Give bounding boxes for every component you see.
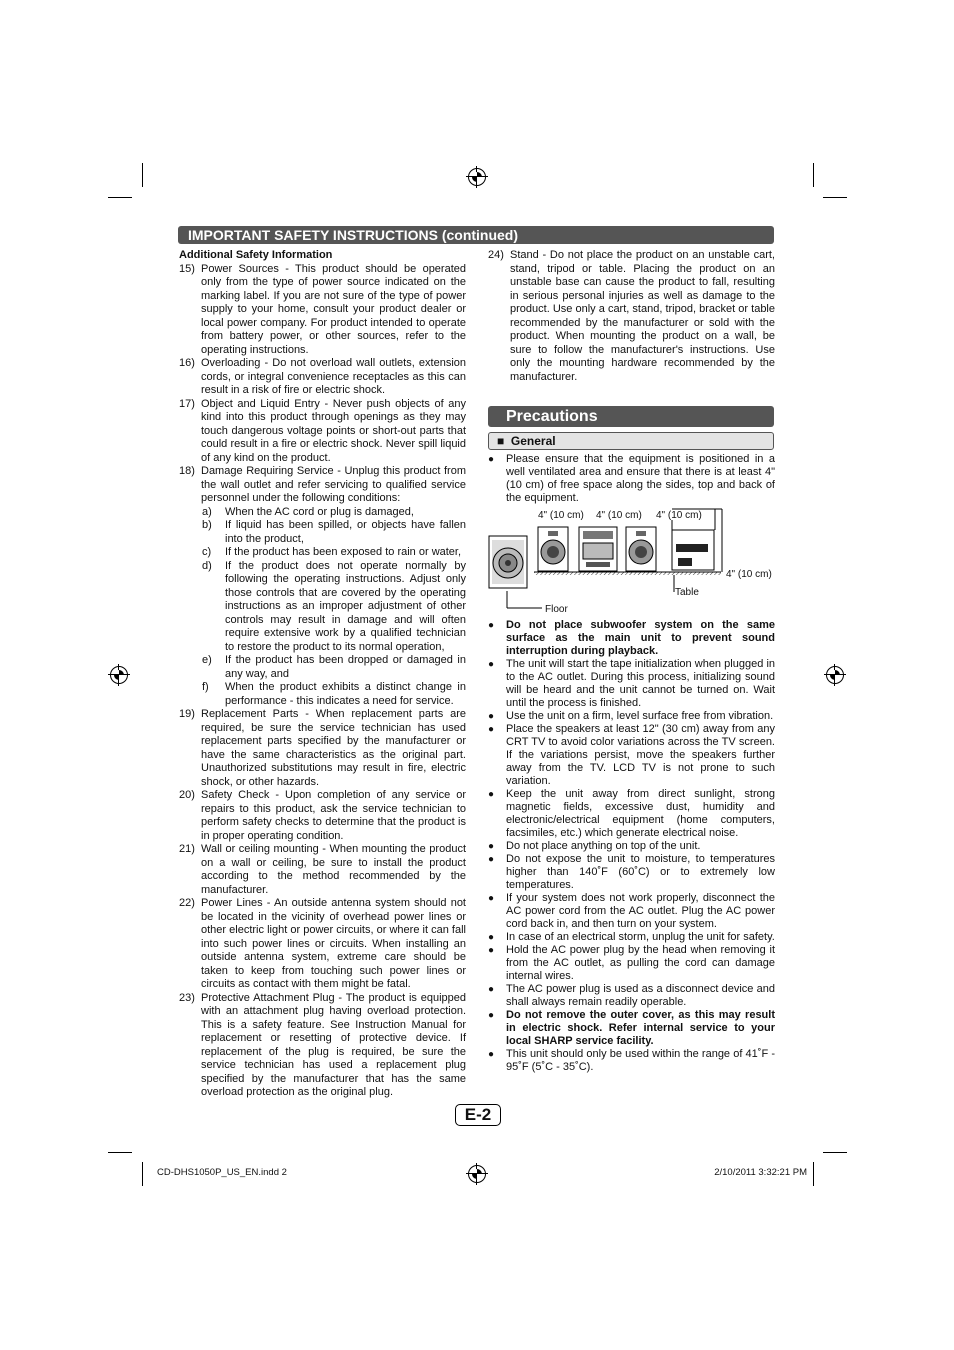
page-number: E-2 xyxy=(455,1104,501,1126)
precaution-item: ● In case of an electrical storm, unplug the unit for safety. xyxy=(488,931,775,943)
square-bullet-icon: ■ xyxy=(497,434,511,448)
speaker-icon xyxy=(538,527,568,571)
crop-mark xyxy=(823,1152,847,1153)
precaution-item: ● Place the speakers at least 12" (30 cm) away from any CRT TV to avoid color variations across the TV screen. If the variations persist, move the speakers further away from the TV. LCD TV is not prone to such variation. xyxy=(488,723,775,787)
crop-mark xyxy=(823,197,847,198)
precaution-item: ● Use the unit on a firm, level surface free from vibration. xyxy=(488,710,774,722)
precaution-item: ● This unit should only be used within the range of 41˚F - 95˚F (5˚C - 35˚C). xyxy=(488,1048,775,1073)
subheading: Additional Safety Information xyxy=(179,249,333,261)
precaution-item: ● Keep the unit away from direct sunlight, strong magnetic fields, excessive dust, humidity and electronic/electrical equipment (home computers, facsimiles, etc.) which generate electrical noise. xyxy=(488,788,775,839)
sub-item: f) When the product exhibits a distinct change in performance - this indicates a need for service. xyxy=(202,681,466,707)
list-item: 24) Stand - Do not place the product on an unstable cart, stand, tripod or table. Placing the product on an unstable base can cause the product to fall, resulting in serious personal injuries as well as damage to the product. Use only a cart, stand, tripod, bracket or table recommended by the manufacturer or sold with the product. When mounting the product on a wall, be sure to follow the manufacturer's instructions. Use only the mounting hardware recommended by the manufacturer. xyxy=(488,249,775,383)
clearance-label: 4" (10 cm) xyxy=(596,510,642,521)
list-item: 19) Replacement Parts - When replacement parts are required, be sure the service technician has used replacement parts specified by the manufacturer or have the same characteristics as the original part. Unauthorized substitutions may result in fire, electric shock, or other hazards. xyxy=(179,708,466,788)
sub-item: d) If the product does not operate normally by following the operating instructions. Adjust only those controls that are covered by the operating instructions as an improper adjustment of other controls may result in damage and will often require extensive work by a qualified technician to restore the product to its normal operation, xyxy=(202,559,466,653)
ventilation-diagram xyxy=(486,506,778,618)
list-item: 17) Object and Liquid Entry - Never push objects of any kind into this product through openings as they may touch dangerous voltage points or short-out parts that could result in a fire or electric shock. Never spill liquid of any kind on the product. xyxy=(179,397,466,464)
list-item: 23) Protective Attachment Plug - The product is equipped with an attachment plug having overload protection. This is a safety feature. See Instruction Manual for replacement or resetting of protective device. If replacement of the plug is required, be sure the service technician has used a replacement plug specified by the manufacturer that has the same overload protection as the original plug. xyxy=(179,991,466,1098)
crop-mark xyxy=(813,1162,814,1186)
precaution-item: ● The AC power plug is used as a disconnect device and shall always remain readily operable. xyxy=(488,983,775,1008)
precaution-item: ● Hold the AC power plug by the head when removing it from the AC outlet, as pulling the cord can damage internal wires. xyxy=(488,944,775,982)
bullet-icon: ● xyxy=(488,454,495,465)
section-header: IMPORTANT SAFETY INSTRUCTIONS (continued) xyxy=(178,226,774,244)
list-item: 16) Overloading - Do not overload wall outlets, extension cords, or integral convenience receptacles as this can result in a risk of fire or electric shock. xyxy=(179,357,466,396)
footer-filename: CD-DHS1050P_US_EN.indd 2 xyxy=(157,1167,287,1178)
footer-timestamp: 2/10/2011 3:32:21 PM xyxy=(714,1167,807,1178)
speaker-icon xyxy=(626,527,656,571)
list-item: 22) Power Lines - An outside antenna system should not be located in the vicinity of overhead power lines or other electric light or power circuits, or where it can fall into such power lines or circuits. When installing an outside antenna system, extreme care should be taken to keep from touching such power lines or circuits as contact with them might be fatal. xyxy=(179,897,466,990)
precaution-item: ● Do not place subwoofer system on the same surface as the main unit to prevent sound interruption during playback. xyxy=(488,619,775,657)
main-unit-icon xyxy=(579,527,617,571)
crop-mark xyxy=(108,1152,132,1153)
precautions-header: Precautions xyxy=(488,406,774,427)
crop-mark xyxy=(108,197,132,198)
registration-mark-icon xyxy=(110,666,128,684)
sub-item: e) If the product has been dropped or damaged in any way, and xyxy=(202,654,466,680)
crop-mark xyxy=(142,1162,143,1186)
list-item: 15) Power Sources - This product should be operated only from the type of power source indicated on the marking label. If you are not sure of the type of power supply to your home, consult your product dealer or local power company. For product intended to operate from battery power, or other sources, refer to the operating instructions. xyxy=(179,262,466,356)
list-item: 20) Safety Check - Upon completion of any service or repairs to this product, ask the service technician to perform safety checks to determine that the product is in proper operating condition. xyxy=(179,789,466,842)
right-column xyxy=(488,249,775,384)
left-column xyxy=(179,249,466,1100)
registration-mark-icon xyxy=(468,1165,486,1183)
sub-item: a) When the AC cord or plug is damaged, xyxy=(202,505,414,518)
precaution-item: ● The unit will start the tape initialization when plugged in to the AC outlet. During this process, initializing sound will be heard and the unit cannot be turned on. Wait until the process is finished. xyxy=(488,658,775,709)
precaution-item: ● Do not remove the outer cover, as this may result in electric shock. Refer internal service to your local SHARP service facility. xyxy=(488,1009,775,1047)
table-label: Table xyxy=(675,587,699,598)
list-item: 18) Damage Requiring Service - Unplug this product from the wall outlet and refer servicing to qualified service personnel under the following conditions: xyxy=(179,465,466,504)
sub-item: c) If the product has been exposed to rain or water, xyxy=(202,546,462,558)
clearance-label: 4" (10 cm) xyxy=(726,569,772,580)
subwoofer-icon xyxy=(489,536,527,588)
sub-item: b) If liquid has been spilled, or objects have fallen into the product, xyxy=(202,519,466,545)
precaution-list xyxy=(488,619,775,1074)
clearance-label: 4" (10 cm) xyxy=(538,510,584,521)
clearance-label: 4" (10 cm) xyxy=(656,510,702,521)
list-item: 21) Wall or ceiling mounting - When mounting the product on a wall or ceiling, be sure to install the product according to the method recommended by the manufacturer. xyxy=(179,843,466,896)
general-subheader: ■ General xyxy=(488,432,774,450)
floor-label: Floor xyxy=(545,604,568,615)
registration-mark-icon xyxy=(468,168,486,186)
crop-mark xyxy=(813,163,814,187)
unit-side-view-icon xyxy=(672,520,714,570)
registration-mark-icon xyxy=(826,666,844,684)
crop-mark xyxy=(142,163,143,187)
precaution-item: ● If your system does not work properly, disconnect the AC power cord from the AC outlet. Plug the AC power cord back in, and then turn on your system. xyxy=(488,892,775,930)
precaution-item: ● Please ensure that the equipment is positioned in a well ventilated area and ensure that there is at least 4" (10 cm) of free space along the sides, top and back of the equipment. xyxy=(488,453,775,504)
precaution-item: ● Do not place anything on top of the unit. xyxy=(488,840,701,852)
precaution-item: ● Do not expose the unit to moisture, to temperatures higher than 140˚F (60˚C) or to extremely low temperatures. xyxy=(488,853,775,891)
